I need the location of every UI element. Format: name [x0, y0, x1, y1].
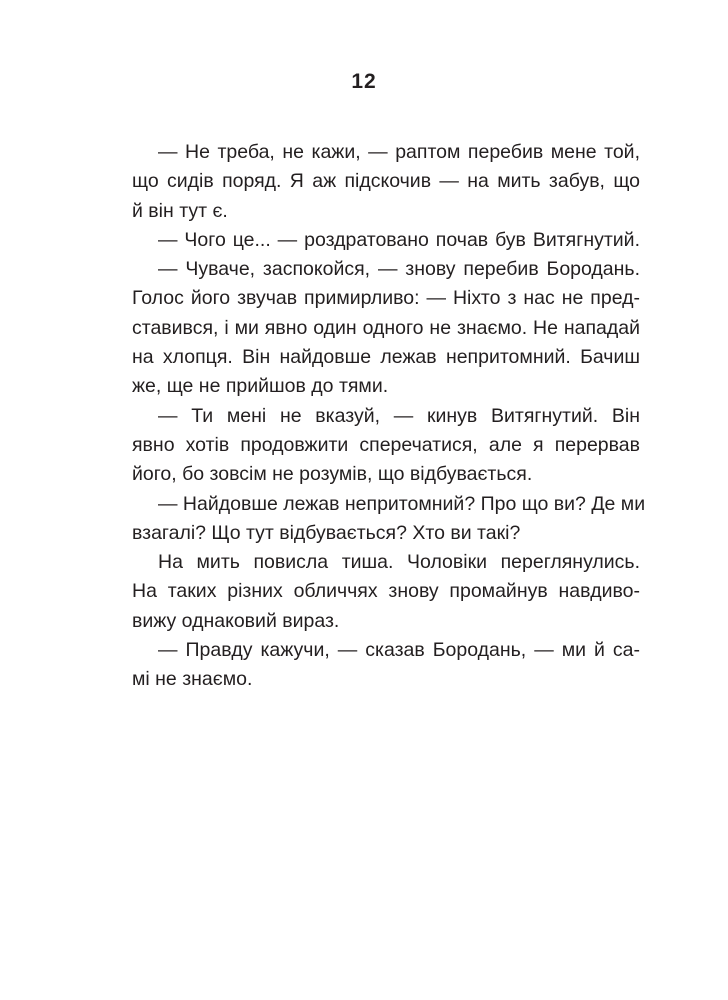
text-line: що сидів поряд. Я аж підскочив — на мить забув, що	[132, 170, 640, 193]
text-line: ставився, і ми явно один одного не знаємо. Не нападай	[132, 316, 640, 339]
text-line: й він тут є.	[132, 199, 228, 222]
text-line: його, бо зовсім не розумів, що відбувається.	[132, 463, 533, 486]
text-line: На мить повисла тиша. Чоловіки переглянулись.	[158, 551, 640, 574]
text-line: — Не треба, не кажи, — раптом перебив мене той,	[158, 141, 640, 163]
text-line: — Чого це... — роздратовано почав був Витягнутий.	[158, 228, 640, 251]
text-line: вижу однаковий вираз.	[132, 609, 340, 632]
text-line: явно хотів продовжити сперечатися, але я перервав	[132, 433, 640, 456]
page-number: 12	[351, 70, 377, 93]
text-line: — Найдовше лежав непритомний? Про що ви? Де ми	[158, 492, 646, 515]
text-line: — Ти мені не вказуй, — кинув Витягнутий. Він	[158, 404, 640, 427]
text-line: взагалі? Що тут відбувається? Хто ви такі?	[132, 521, 521, 544]
text-line: же, ще не прийшов до тями.	[132, 375, 389, 398]
text-line: мі не знаємо.	[132, 668, 253, 691]
text-line: — Чуваче, заспокойся, — знову перебив Бородань.	[158, 258, 640, 281]
text-line: Голос його звучав примирливо: — Ніхто з нас не пред-	[132, 287, 640, 310]
body-text	[132, 138, 646, 695]
text-line: — Правду кажучи, — сказав Бородань, — ми й са-	[158, 639, 640, 662]
text-line: на хлопця. Він найдовше лежав непритомний. Бачиш	[132, 346, 640, 369]
text-line: На таких різних обличчях знову промайнув навдиво-	[132, 580, 640, 603]
